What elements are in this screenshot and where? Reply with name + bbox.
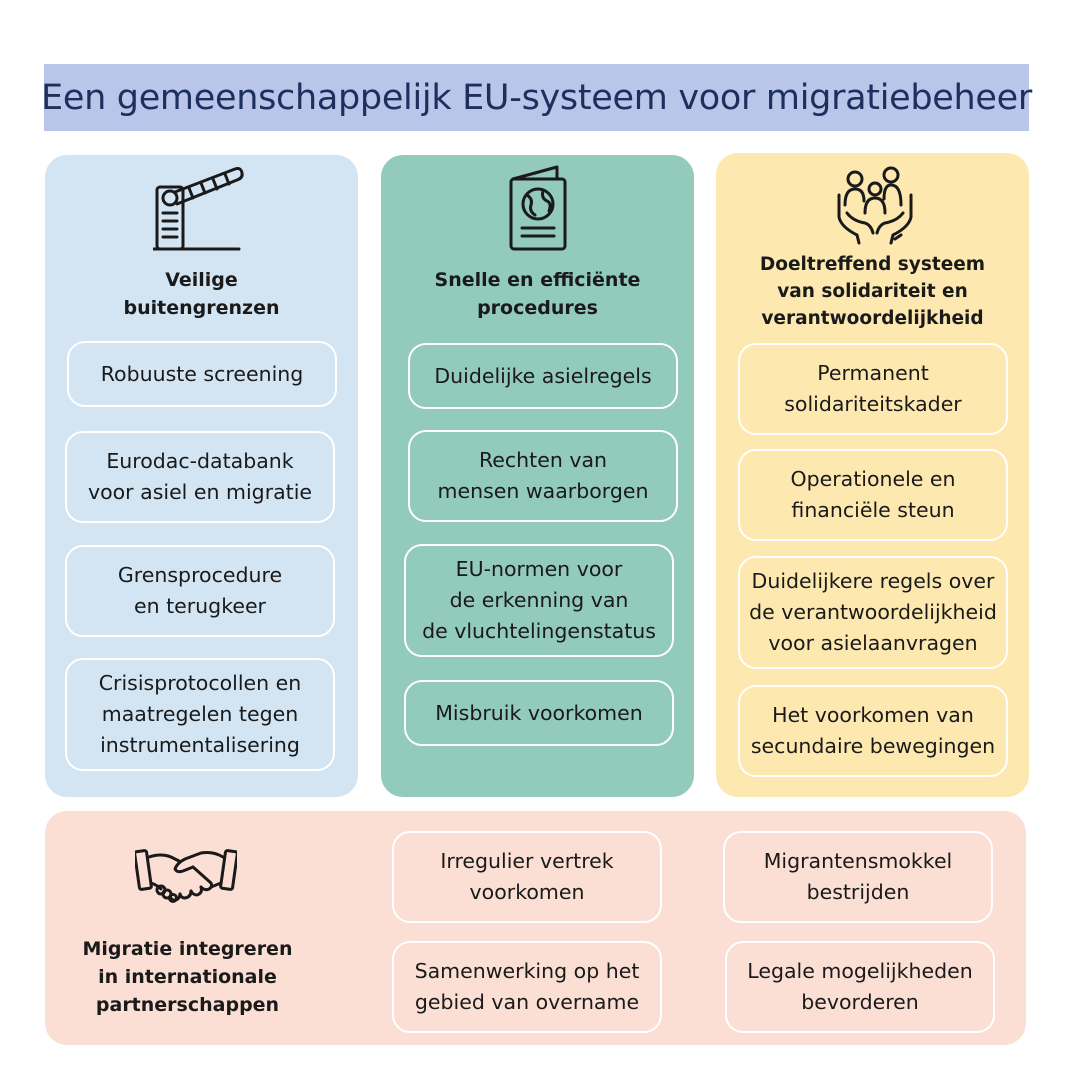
list-item: Crisisprotocollen en maatregelen tegen instrumentalisering <box>65 658 335 771</box>
page-title: Een gemeenschappelijk EU-systeem voor migratiebeheer <box>41 77 1032 118</box>
column-solidarity <box>716 153 1029 797</box>
list-item: Permanent solidariteitskader <box>738 343 1008 435</box>
passport-icon <box>507 165 569 251</box>
list-item: EU-normen voor de erkenning van de vluchtelingenstatus <box>404 544 674 657</box>
column-fast-procedures <box>381 155 694 797</box>
list-item: Rechten van mensen waarborgen <box>408 430 678 522</box>
barrier-gate-icon <box>153 165 249 251</box>
hands-holding-people-icon <box>835 165 915 245</box>
list-item: Het voorkomen van secundaire bewegingen <box>738 685 1008 777</box>
list-item: Eurodac-databank voor asiel en migratie <box>65 431 335 523</box>
column-external-borders <box>45 155 358 797</box>
title-banner <box>41 64 1032 131</box>
list-item: Migrantensmokkel bestrijden <box>723 831 993 923</box>
column-heading: Doeltreffend systeem van solidariteit en verantwoordelijkheid <box>759 254 986 329</box>
list-item: Duidelijkere regels over de verantwoordelijkheid voor asielaanvragen <box>738 556 1008 669</box>
handshake-icon <box>135 845 237 907</box>
list-item: Irregulier vertrek voorkomen <box>392 831 662 923</box>
list-item: Duidelijke asielregels <box>408 343 678 409</box>
list-item: Grensprocedure en terugkeer <box>65 545 335 637</box>
column-heading: Snelle en efficiënte procedures <box>434 269 641 319</box>
list-item: Misbruik voorkomen <box>404 680 674 746</box>
list-item: Samenwerking op het gebied van overname <box>392 941 662 1033</box>
list-item: Robuuste screening <box>67 341 337 407</box>
column-heading: Veilige buitengrenzen <box>123 269 280 319</box>
list-item: Legale mogelijkheden bevorderen <box>725 941 995 1033</box>
section-heading: Migratie integreren in internationale partnerschappen <box>82 938 293 1016</box>
list-item: Operationele en financiële steun <box>738 449 1008 541</box>
